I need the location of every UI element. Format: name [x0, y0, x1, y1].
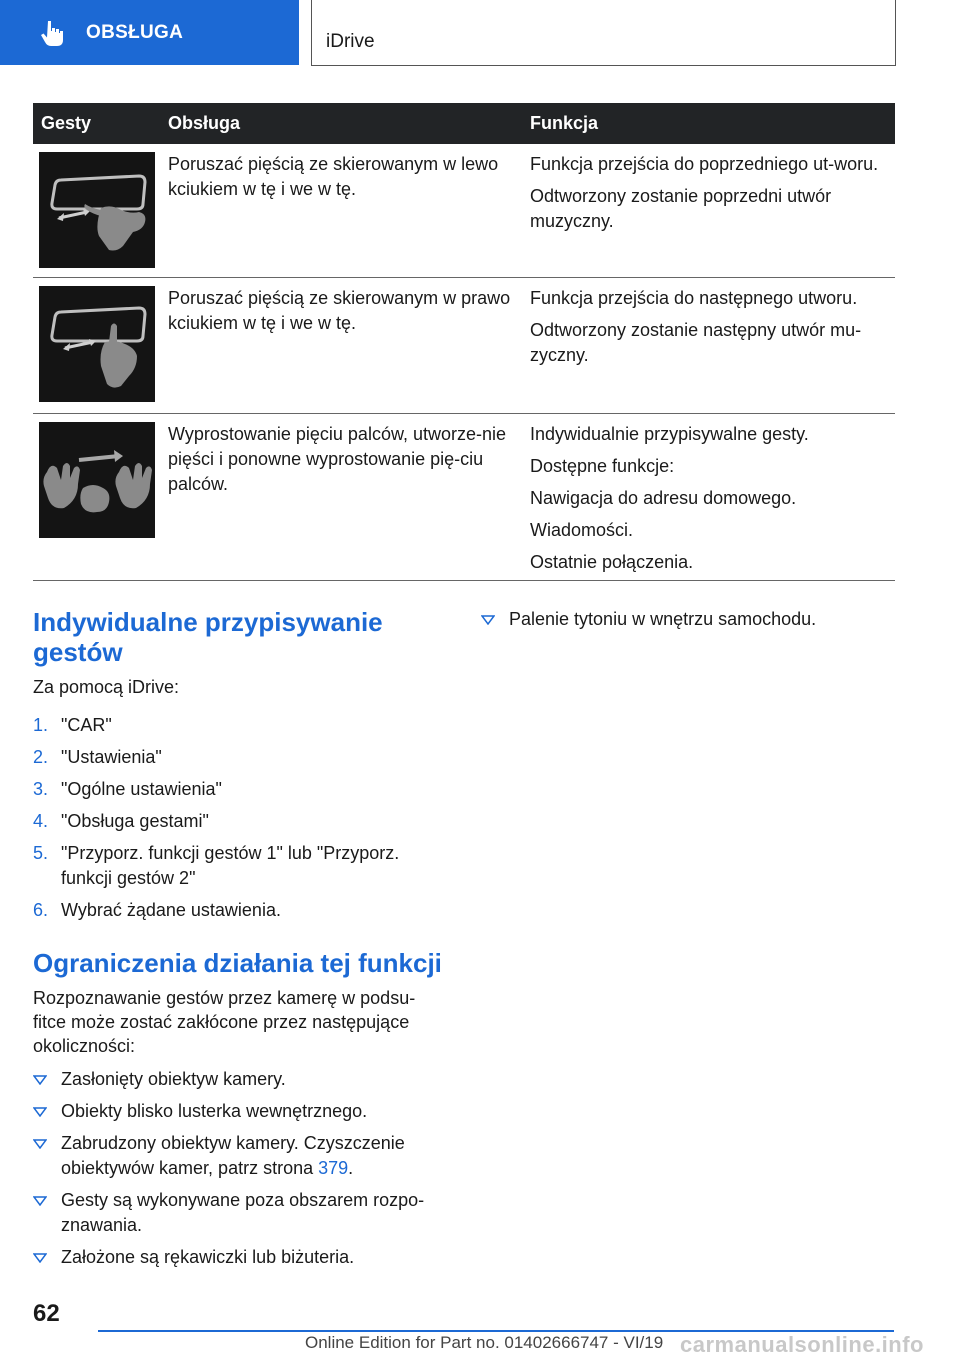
table-row [33, 144, 895, 278]
list-item [33, 1245, 448, 1270]
step-number: 3. [33, 779, 49, 799]
gesture-image-cell [33, 144, 168, 277]
column-header-function: Funkcja [530, 113, 599, 133]
section-tab[interactable] [0, 0, 299, 65]
step-number: 2. [33, 747, 49, 767]
list-item [33, 898, 443, 923]
section-title: Indywidualne przypisywanie gestów [33, 607, 383, 667]
step-text: "Ustawienia" [61, 747, 162, 767]
list-item [33, 809, 443, 834]
list-item [33, 841, 443, 891]
function-text: Odtworzony zostanie poprzedni utwór muzyczny. [530, 186, 832, 231]
gesture-table [33, 103, 895, 581]
chapter-title: iDrive [326, 31, 375, 52]
list-item [33, 777, 443, 802]
function-cell [530, 144, 895, 277]
step-number: 5. [33, 843, 49, 863]
function-text: Odtworzony zostanie następny utwór mu-zyczny. [530, 320, 862, 365]
page-link[interactable]: 379 [318, 1158, 349, 1178]
list-item: Zabrudzony obiektyw kamery. Czyszczenie obiektywów kamer, patrz strona 379. [33, 1131, 448, 1181]
list-item [33, 1188, 448, 1238]
list-item [33, 745, 443, 770]
step-text: "CAR" [61, 715, 112, 735]
function-text: Funkcja przejścia do następnego utworu. [530, 288, 858, 308]
function-text: Wiadomości. [530, 520, 634, 540]
gesture-next-image [39, 286, 155, 402]
operation-text: Poruszać pięścią ze skierowanym w prawo kciukiem w tę i we w tę. [168, 288, 511, 333]
table-row [33, 414, 895, 581]
bullet-text: Zasłonięty obiektyw kamery. [61, 1069, 286, 1089]
list-item [33, 713, 443, 738]
steps-list [33, 713, 443, 930]
function-text: Nawigacja do adresu domowego. [530, 488, 797, 508]
gesture-previous-image [39, 152, 155, 268]
gesture-image-cell [33, 414, 168, 580]
gesture-image-cell [33, 278, 168, 413]
bullet-text: Gesty są wykonywane poza obszarem rozpo-znawania. [61, 1190, 425, 1235]
page-number: 62 [33, 1300, 60, 1327]
function-text: Indywidualnie przypisywalne gesty. [530, 424, 809, 444]
bullet-text: Założone są rękawiczki lub biżuteria. [61, 1247, 355, 1267]
operation-text: Wyprostowanie pięciu palców, utworze-nie pięści i ponowne wyprostowanie pię-ciu palców. [168, 424, 507, 494]
bullet-text: Obiekty blisko lusterka wewnętrznego. [61, 1101, 368, 1121]
watermark: carmanualsonline.info [680, 1332, 924, 1357]
bullet-list [33, 1067, 448, 1277]
step-number: 6. [33, 900, 49, 920]
column-header-operation: Obsługa [168, 113, 241, 133]
table-row [33, 278, 895, 414]
function-cell [530, 278, 895, 413]
section-label: OBSŁUGA [86, 21, 184, 43]
bullet-list-right [481, 607, 896, 639]
triangle-bullet-icon [481, 615, 495, 625]
table-header [33, 103, 895, 144]
bullet-text: Zabrudzony obiektyw kamery. Czyszczenie obiektywów kamer, patrz strona [61, 1133, 405, 1178]
operation-text: Poruszać pięścią ze skierowanym w lewo kciukiem w tę i we w tę. [168, 154, 499, 199]
step-text: Wybrać żądane ustawienia. [61, 900, 281, 920]
triangle-bullet-icon [33, 1107, 47, 1117]
triangle-bullet-icon [33, 1196, 47, 1206]
list-item [33, 1099, 448, 1124]
step-text: "Przyporz. funkcji gestów 1" lub "Przyporz. funkcji gestów 2" [61, 843, 400, 888]
section-title: Ograniczenia działania tej funkcji [33, 948, 442, 978]
bullet-text: Palenie tytoniu w wnętrzu samochodu. [509, 609, 817, 629]
function-text: Dostępne funkcje: [530, 456, 675, 476]
list-item [481, 607, 896, 632]
section-intro: Za pomocą iDrive: [33, 677, 180, 697]
function-text: Ostatnie połączenia. [530, 552, 694, 572]
section-intro: Rozpoznawanie gestów przez kamerę w podsu-fitce może zostać zakłócone przez następujące okoliczności: [33, 988, 416, 1056]
triangle-bullet-icon [33, 1075, 47, 1085]
step-text: "Ogólne ustawienia" [61, 779, 222, 799]
function-cell [530, 414, 895, 580]
triangle-bullet-icon [33, 1253, 47, 1263]
gesture-custom-image [39, 422, 155, 538]
step-number: 4. [33, 811, 49, 831]
step-number: 1. [33, 715, 49, 735]
column-header-gestures: Gesty [41, 113, 92, 133]
chapter-header [311, 0, 896, 66]
triangle-bullet-icon [33, 1139, 47, 1149]
function-text: Funkcja przejścia do poprzedniego ut-woru. [530, 154, 879, 174]
hand-pointer-icon [40, 19, 64, 47]
list-item [33, 1067, 448, 1092]
edition-info: Online Edition for Part no. 01402666747 - VI/19 [305, 1333, 664, 1352]
step-text: "Obsługa gestami" [61, 811, 209, 831]
